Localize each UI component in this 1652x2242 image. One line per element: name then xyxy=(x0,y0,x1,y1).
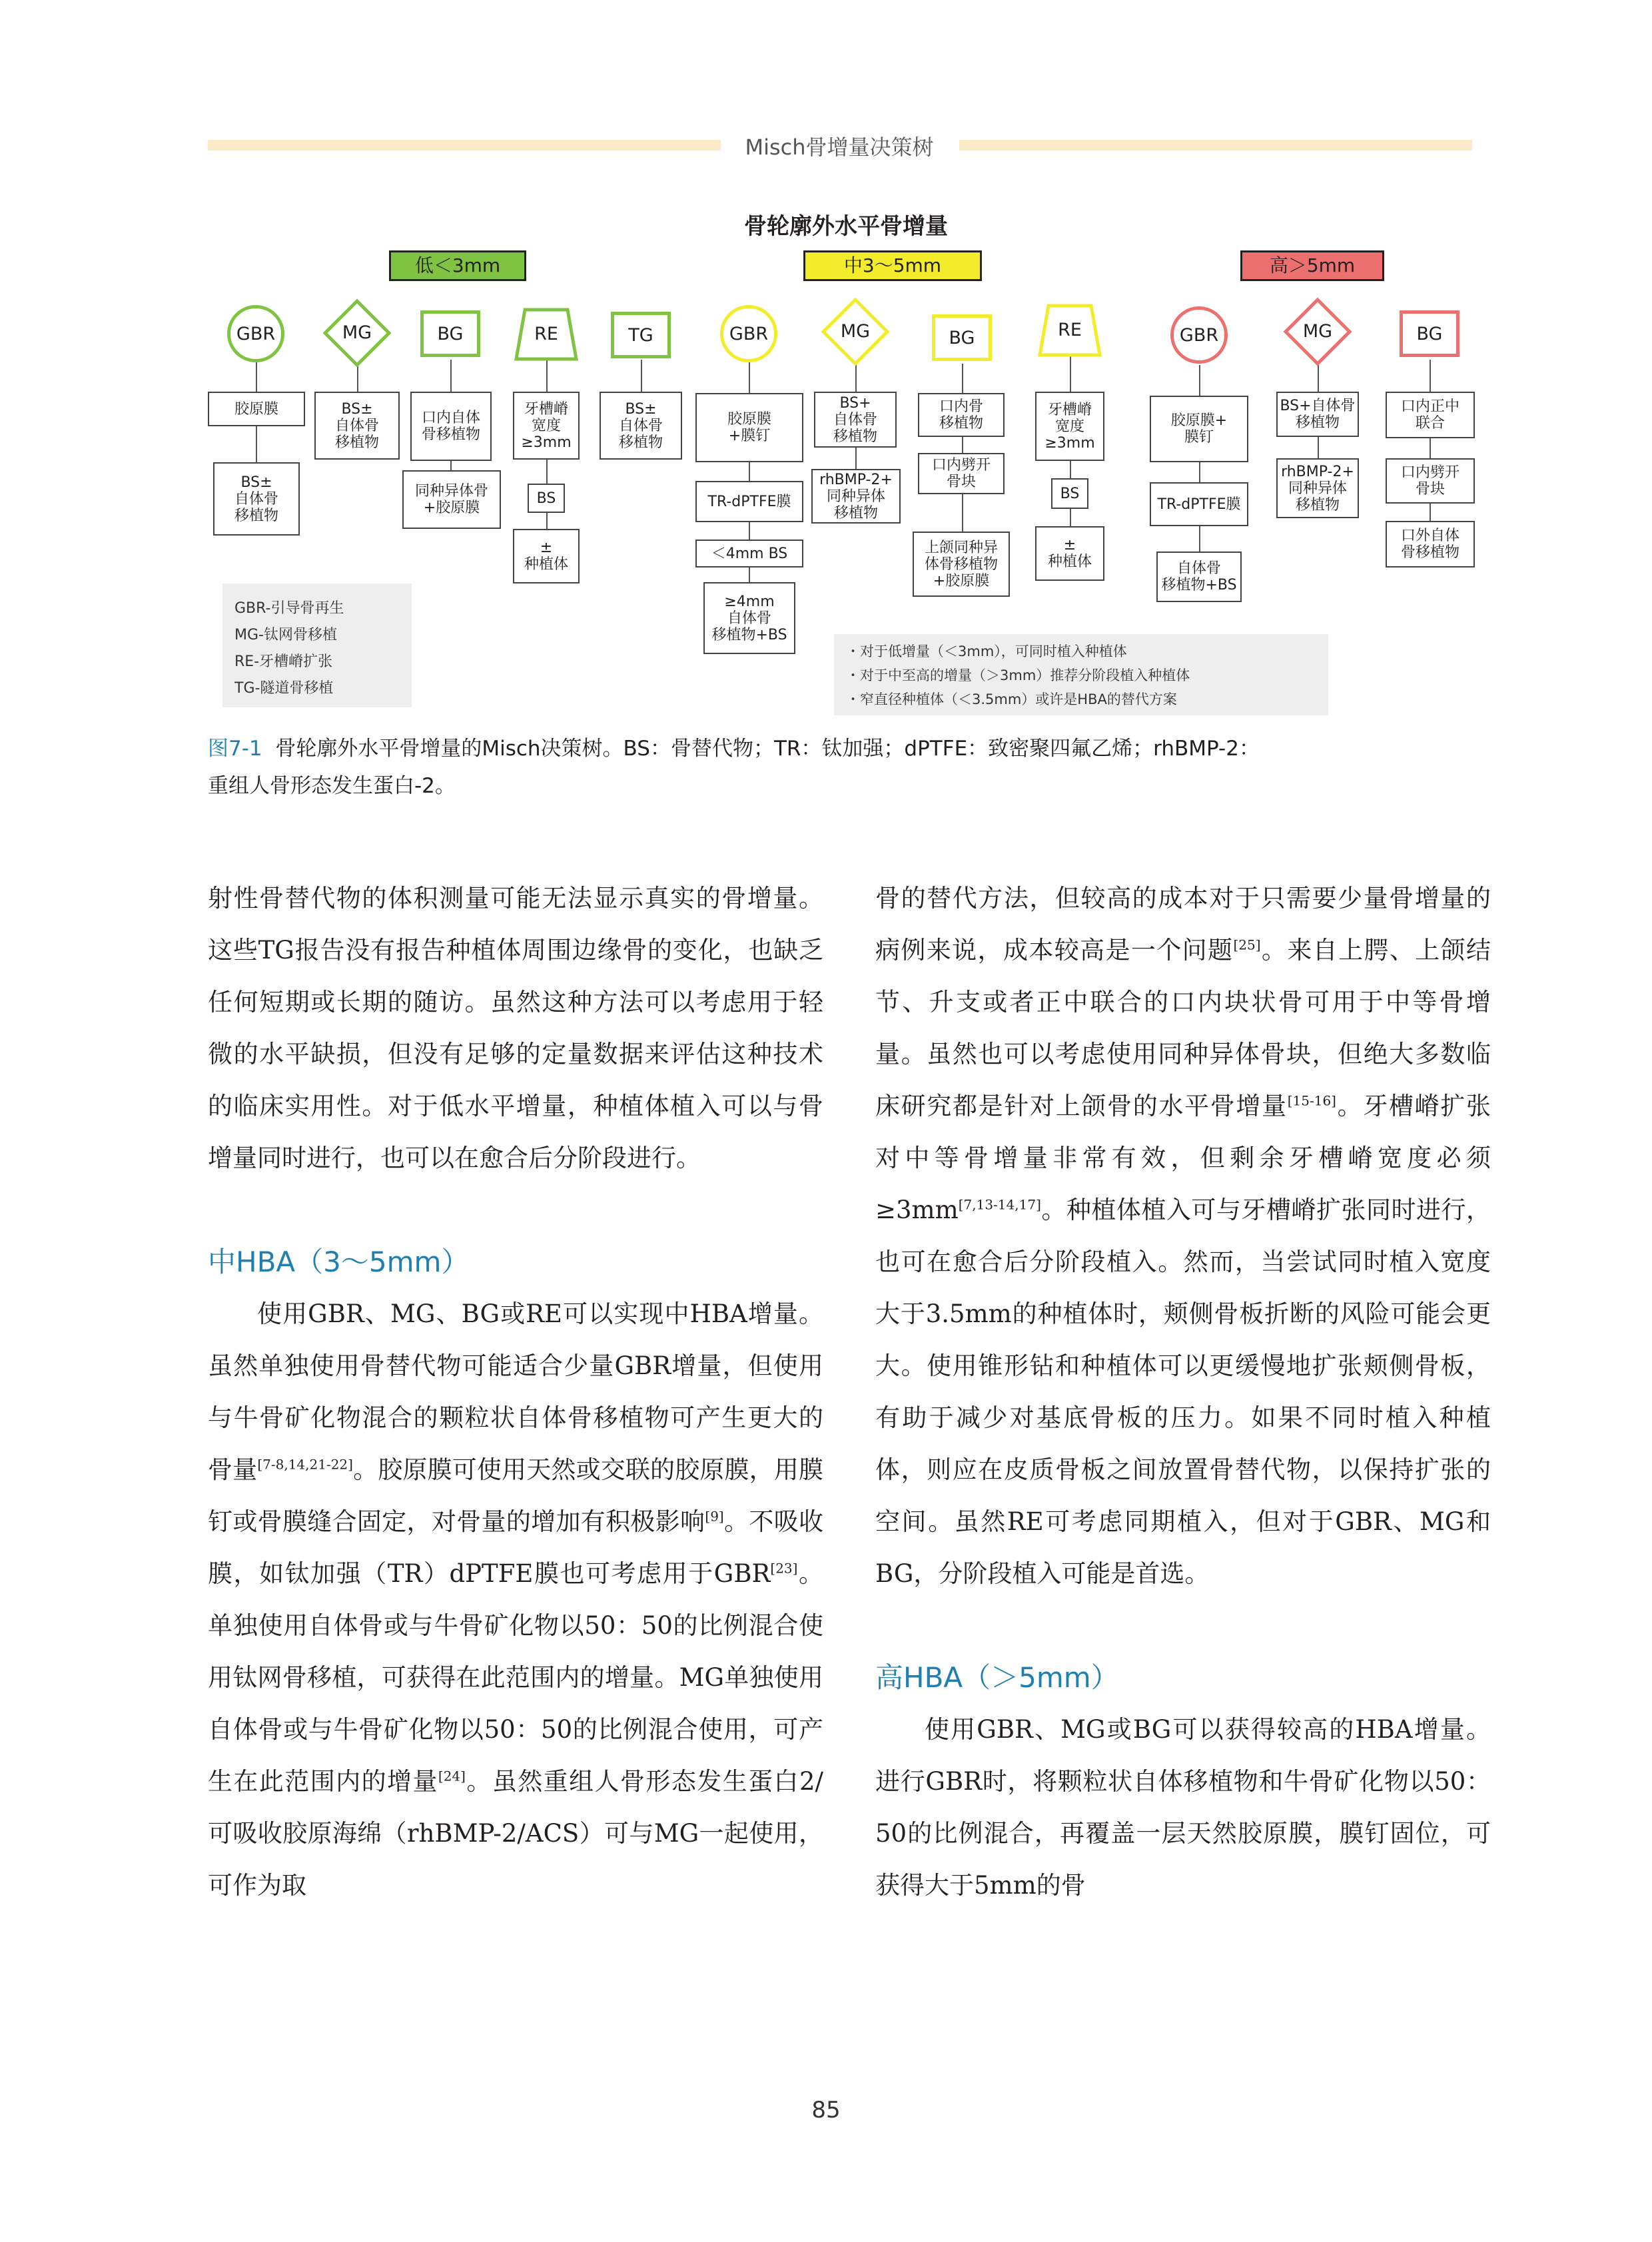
figure-caption xyxy=(208,730,1493,805)
connector xyxy=(962,437,963,453)
connector xyxy=(962,494,963,532)
high-mg-node: MG xyxy=(1283,297,1352,366)
header-rule-left xyxy=(208,140,721,151)
low-re-step-2: BS xyxy=(528,484,565,513)
low-re-step-1: 牙槽嵴 宽度 ≥3mm xyxy=(513,392,580,460)
legend-item: GBR-引导骨再生 xyxy=(234,600,344,617)
legend-item: RE-牙槽嵴扩张 xyxy=(234,653,333,670)
mid-gbr-step-4: ≥4mm 自体骨 移植物+BS xyxy=(703,582,795,654)
running-header-title: Misch骨增量决策树 xyxy=(745,135,934,160)
note-item: ・对于低增量（＜3mm），可同时植入种植体 xyxy=(846,643,1127,659)
high-mg-step-2: rhBMP-2+ 同种异体 移植物 xyxy=(1276,458,1359,518)
mid-re-node: RE xyxy=(1038,304,1102,357)
connector xyxy=(1199,462,1200,482)
low-re-step-3: ± 种植体 xyxy=(513,529,580,583)
connector xyxy=(1070,509,1071,526)
connector xyxy=(962,364,963,393)
paragraph: 使用GBR、MG或BG可以获得较高的HBA增量。进行GBR时，将颗粒状自体移植物和牛骨矿化物以50：50的比例混合，再覆盖一层天然胶原膜，膜钉固位，可获得大于5mm的骨 xyxy=(875,1715,1491,1900)
mid-mg-step-2: rhBMP-2+ 同种异体 移植物 xyxy=(811,469,901,524)
connector xyxy=(641,360,642,392)
high-bg-step-3: 口外自体 骨移植物 xyxy=(1386,521,1475,567)
mid-bg-step-1: 口内骨 移植物 xyxy=(918,393,1005,437)
connector xyxy=(749,462,750,481)
connector xyxy=(450,360,452,392)
mid-gbr-node: GBR xyxy=(720,305,777,362)
mid-bg-step-3: 上颌同种异 体骨移植物 +胶原膜 xyxy=(913,532,1010,597)
connector xyxy=(749,522,750,540)
caption-text-line2: 重组人骨形态发生蛋白-2。 xyxy=(208,774,456,798)
mid-bg-node: BG xyxy=(932,314,992,361)
citation: [25] xyxy=(1233,936,1261,953)
mid-gbr-step-2: TR-dPTFE膜 xyxy=(695,481,803,522)
figure-title: 骨轮廓外水平骨增量 xyxy=(744,213,948,240)
citation: [9] xyxy=(705,1508,724,1525)
category-mid: 中3～5mm xyxy=(803,250,982,281)
low-bg-step-1: 口内自体 骨移植物 xyxy=(410,392,492,461)
connector xyxy=(749,567,750,582)
mid-gbr-step-1: 胶原膜 +膜钉 xyxy=(695,393,803,462)
legend-item: TG-隧道骨移植 xyxy=(234,680,334,697)
low-gbr-step-2: BS± 自体骨 移植物 xyxy=(213,462,300,536)
connector xyxy=(749,362,750,393)
mid-re-step-3: ± 种植体 xyxy=(1035,526,1104,581)
note-item: ・窄直径种植体（＜3.5mm）或许是HBA的替代方案 xyxy=(846,691,1177,707)
caption-label: 图7-1 xyxy=(208,737,262,761)
high-gbr-step-3: 自体骨 移植物+BS xyxy=(1156,552,1242,602)
mid-re-step-2: BS xyxy=(1051,478,1088,509)
low-bg-step-2: 同种异体骨 +胶原膜 xyxy=(402,470,501,529)
right-column xyxy=(875,873,1491,1912)
high-gbr-step-1: 胶原膜+ 膜钉 xyxy=(1150,396,1248,462)
mid-re-step-1: 牙槽嵴 宽度 ≥3mm xyxy=(1035,392,1104,461)
low-bg-node: BG xyxy=(420,310,480,357)
low-mg-step-1: BS± 自体骨 移植物 xyxy=(314,392,400,460)
category-high: 高＞5mm xyxy=(1240,250,1384,281)
connector xyxy=(357,366,358,392)
paragraph: 骨的替代方法，但较高的成本对于只需要少量骨增量的病例来说，成本较高是一个问题[25]。来自上腭、上颌结节、升支或者正中联合的口内块状骨可用于中等骨增量。虽然也可以考虑使用同种异体骨块，但绝大多数临床研究都是针对上颌骨的水平骨增量[15-16]。牙槽嵴扩张对中等骨增量非常有效，但剩余牙槽嵴宽度必须≥3mm[7,13-14,17]。种植体植入可与牙槽嵴扩张同时进行，也可在愈合后分阶段植入。然而，当尝试同时植入宽度大于3.5mm的种植体时，颊侧骨板折断的风险可能会更大。使用锥形钻和种植体可以更缓慢地扩张颊侧骨板，有助于减少对基底骨板的压力。如果不同时植入种植体，则应在皮质骨板之间放置骨替代物，以保持扩张的空间。虽然RE可考虑同期植入，但对于GBR、MG和BG，分阶段植入可能是首选。 xyxy=(875,884,1491,1588)
connector xyxy=(1430,360,1431,392)
legend-item: MG-钛网骨移植 xyxy=(234,627,337,643)
mid-mg-step-1: BS+ 自体骨 移植物 xyxy=(814,392,897,448)
connector xyxy=(1430,438,1431,458)
low-tg-step-1: BS± 自体骨 移植物 xyxy=(600,392,682,460)
high-bg-step-2: 口内劈开 骨块 xyxy=(1386,458,1475,504)
connector xyxy=(1199,526,1200,552)
high-mg-step-1: BS+自体骨 移植物 xyxy=(1276,392,1359,437)
connector xyxy=(855,365,857,392)
connector xyxy=(256,426,257,462)
category-low: 低＜3mm xyxy=(389,250,526,281)
low-gbr-step-1: 胶原膜 xyxy=(208,392,305,426)
low-gbr-node: GBR xyxy=(227,305,284,362)
citation: [15-16] xyxy=(1287,1092,1336,1109)
connector xyxy=(1199,365,1200,396)
connector xyxy=(1318,365,1319,392)
mid-gbr-step-3: ＜4mm BS xyxy=(695,540,803,567)
high-bg-node: BG xyxy=(1400,310,1459,357)
section-heading-mid-hba: 中HBA（3～5mm） xyxy=(208,1246,470,1278)
caption-text-line1: 骨轮廓外水平骨增量的Misch决策树。BS：骨替代物；TR：钛加强；dPTFE：致密聚四氟乙烯；rhBMP-2： xyxy=(275,737,1260,761)
low-tg-node: TG xyxy=(611,312,671,358)
high-gbr-step-2: TR-dPTFE膜 xyxy=(1150,482,1248,526)
note-item: ・对于中至高的增量（＞3mm）推荐分阶段植入种植体 xyxy=(846,667,1190,683)
connector xyxy=(256,362,257,392)
low-mg-node: MG xyxy=(322,298,392,368)
paragraph: 射性骨替代物的体积测量可能无法显示真实的骨增量。这些TG报告没有报告种植体周围边缘骨的变化，也缺乏任何短期或长期的随访。虽然这种方法可以考虑用于轻微的水平缺损，但没有足够的定量数据来评估这种技术的临床实用性。对于低水平增量，种植体植入可以与骨增量同时进行，也可以在愈合后分阶段进行。 xyxy=(208,884,823,1172)
citation: [23] xyxy=(770,1560,798,1577)
high-gbr-node: GBR xyxy=(1170,306,1228,364)
paragraph: 使用GBR、MG、BG或RE可以实现中HBA增量。虽然单独使用骨替代物可能适合少量GBR增量，但使用与牛骨矿化物混合的颗粒状自体骨移植物可产生更大的骨量[7-8,14,21-22]。胶原膜可使用天然或交联的胶原膜，用膜钉或骨膜缝合固定，对骨量的增加有积极影响[9]。不吸收膜，如钛加强（TR）dPTFE膜也可考虑用于GBR[23]。单独使用自体骨或与牛骨矿化物以50：50的比例混合使用钛网骨移植，可获得在此范围内的增量。MG单独使用自体骨或与牛骨矿化物以50：50的比例混合使用，可产生在此范围内的增量[24]。虽然重组人骨形态发生蛋白2/可吸收胶原海绵（rhBMP-2/ACS）可与MG一起使用，可作为取 xyxy=(208,1300,824,1900)
high-bg-step-1: 口内正中 联合 xyxy=(1386,392,1475,438)
connector xyxy=(546,513,548,529)
mid-bg-step-2: 口内劈开 骨块 xyxy=(918,453,1005,494)
page-number: 85 xyxy=(811,2097,841,2123)
citation: [24] xyxy=(438,1768,466,1784)
connector xyxy=(1430,504,1431,521)
connector xyxy=(546,360,548,392)
connector xyxy=(1070,356,1071,392)
connector xyxy=(546,460,548,484)
left-column xyxy=(208,873,823,1912)
mid-mg-node: MG xyxy=(821,297,890,366)
figure-notes xyxy=(834,634,1328,715)
citation: [7-8,14,21-22] xyxy=(257,1456,353,1473)
figure-legend xyxy=(222,583,412,707)
citation: [7,13-14,17] xyxy=(958,1196,1041,1213)
connector xyxy=(1318,437,1319,458)
section-heading-high-hba: 高HBA（＞5mm） xyxy=(875,1661,1119,1694)
header-rule-right xyxy=(959,140,1472,151)
connector xyxy=(1070,461,1071,478)
connector xyxy=(855,448,857,469)
connector xyxy=(450,461,452,470)
low-re-node: RE xyxy=(514,308,578,361)
